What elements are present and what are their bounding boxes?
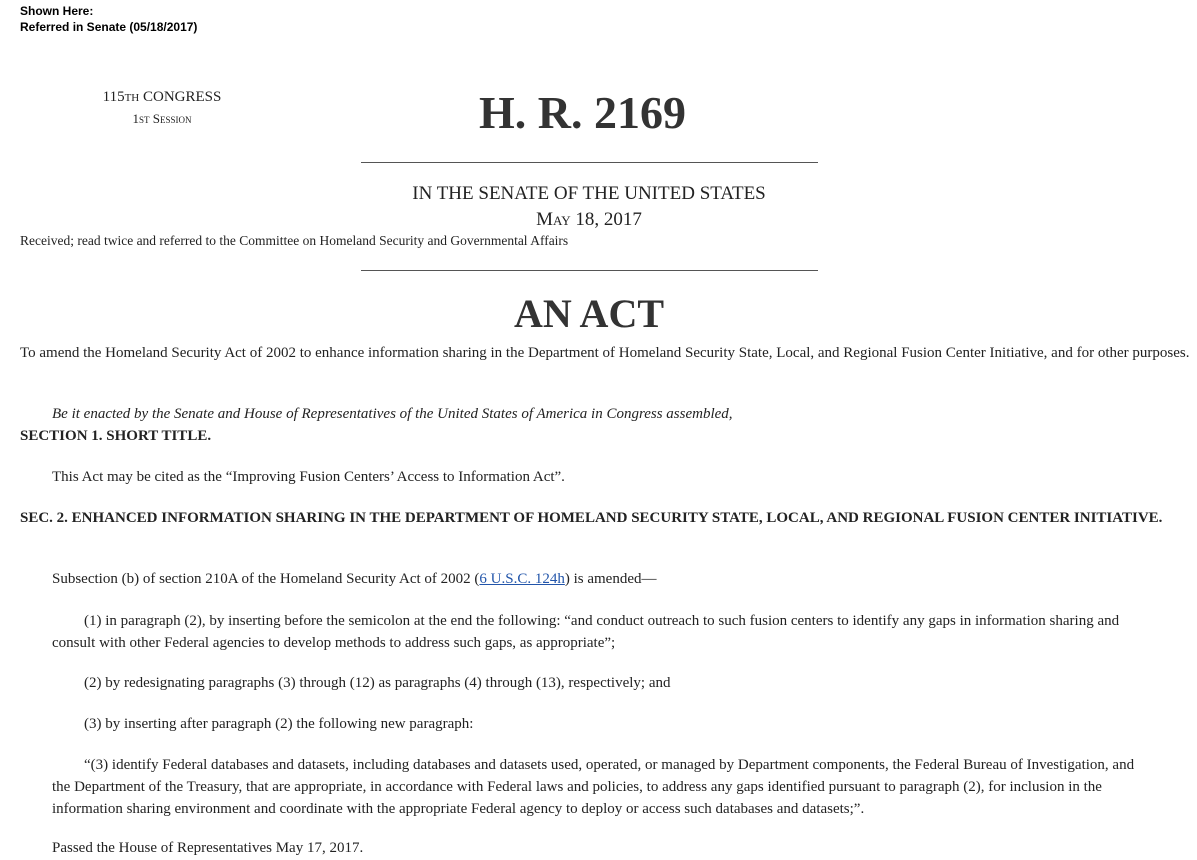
usc-citation-link[interactable]: 6 U.S.C. 124h [479,571,565,587]
divider-top [361,162,818,163]
section-2-intro [52,568,1152,590]
session-number: 1st Session [132,111,192,126]
bill-status: Referred in Senate (05/18/2017) [20,20,198,34]
bill-number: H. R. 2169 [479,87,686,138]
divider-bottom [361,270,818,271]
referral-text: Received; read twice and referred to the Committee on Homeland Security and Governmental Affairs [20,233,569,248]
section-1-text: This Act may be cited as the “Improving Fusion Centers’ Access to Information Act”. [52,469,565,485]
passed-house-note: Passed the House of Representatives May 17, 2017. [52,840,364,856]
enacting-clause: Be it enacted by the Senate and House of Representatives of the United States of America in Congress assembled, [52,406,733,422]
intro-before: Subsection (b) of section 210A of the Homeland Security Act of 2002 ( [52,571,480,587]
chamber-heading: IN THE SENATE OF THE UNITED STATES [412,183,766,204]
purpose-clause: To amend the Homeland Security Act of 2002 to enhance information sharing in the Department of Homeland Security State, Local, and Regional Fusion Center Initiative, and for other purposes. [20,345,1190,361]
bill-date: May 18, 2017 [536,209,642,230]
paragraph-3: (3) by inserting after paragraph (2) the following new paragraph: [84,716,474,732]
paragraph-2: (2) by redesignating paragraphs (3) through (12) as paragraphs (4) through (13), respectively; and [84,675,671,691]
paragraph-1: (1) in paragraph (2), by inserting before the semicolon at the end the following: “and conduct outreach to such fusion centers to identify any gaps in information sharing and consult with other Federal agencies to develop methods to address such gaps, as appropriate”; [52,613,1120,651]
congress-number: 115th CONGRESS [102,89,222,105]
act-heading: AN ACT [513,291,665,336]
intro-after: ) is amended— [564,571,657,587]
section-2-heading: SEC. 2. ENHANCED INFORMATION SHARING IN THE DEPARTMENT OF HOMELAND SECURITY STATE, LOCAL, AND REGIONAL FUSION CENTER INITIATIVE. [20,510,1163,526]
section-1-heading: SECTION 1. SHORT TITLE. [20,428,212,444]
shown-here-label: Shown Here: [20,4,94,18]
quoted-paragraph: “(3) identify Federal databases and datasets, including databases and datasets used, operated, or managed by Department components, the Federal Bureau of Investigation, and the Department of the Treasury, that are appropriate, in accordance with Federal laws and policies, to address any gaps identified pursuant to paragraph (2), for inclusion in the information sharing environment and coordinate with the appropriate Federal agency to deploy or access such databases and datasets;”. [52,757,1135,817]
